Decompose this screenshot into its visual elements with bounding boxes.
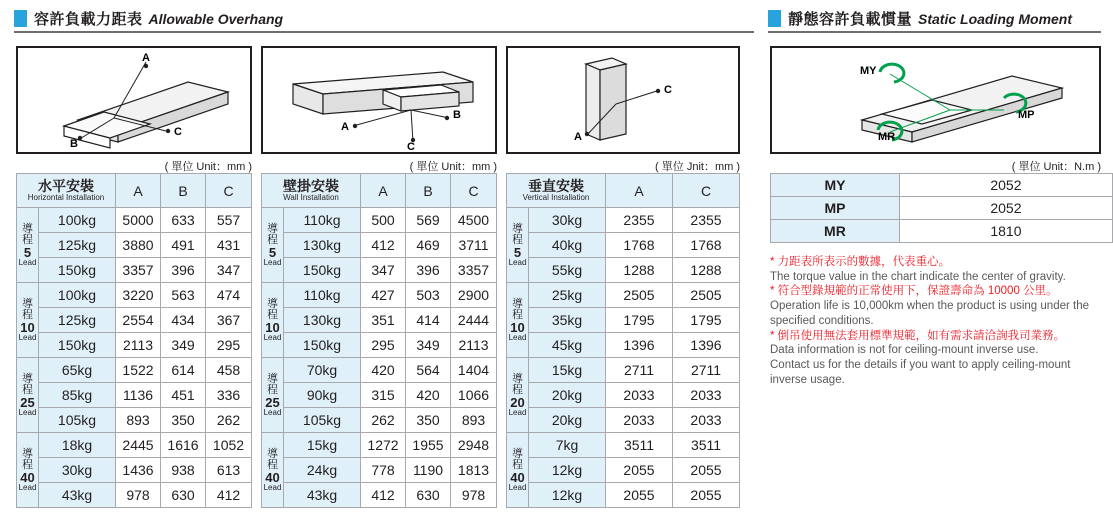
unit-note-wall: ( 單位 Unit：mm ) <box>409 161 497 173</box>
load-cell: 55kg <box>529 258 606 283</box>
horizontal-installation-drawing <box>18 48 250 152</box>
note-line: specified conditions. <box>770 314 874 327</box>
value-cell: 2055 <box>673 483 740 508</box>
value-cell: 613 <box>206 458 252 483</box>
column-header-b: B <box>406 174 451 208</box>
vertical-installation-table <box>506 173 740 508</box>
value-cell: 2113 <box>451 333 497 358</box>
note-line: Operation life is 10,000km when the product is using under the <box>770 300 1089 313</box>
load-cell: 45kg <box>529 333 606 358</box>
load-cell: 130kg <box>284 233 361 258</box>
value-cell: 262 <box>361 408 406 433</box>
table-row <box>507 358 740 383</box>
table-row <box>507 308 740 333</box>
load-cell: 65kg <box>39 358 116 383</box>
table-row <box>507 258 740 283</box>
load-cell: 24kg <box>284 458 361 483</box>
load-cell: 150kg <box>39 258 116 283</box>
value-cell: 1795 <box>673 308 740 333</box>
unit-note-horizontal: ( 單位 Unit：mm ) <box>164 161 252 173</box>
note-line: Contact us for the details if you want to apply ceiling-mount <box>770 359 1071 372</box>
table-row <box>17 383 252 408</box>
load-cell: 105kg <box>284 408 361 433</box>
value-cell: 1396 <box>606 333 673 358</box>
moment-value: 2052 <box>899 174 1112 197</box>
value-cell: 491 <box>161 233 206 258</box>
column-header-c: C <box>206 174 252 208</box>
table-row <box>262 258 497 283</box>
section-title-en-right: Static Loading Moment <box>918 10 1073 27</box>
value-cell: 1396 <box>673 333 740 358</box>
load-cell: 25kg <box>529 283 606 308</box>
value-cell: 336 <box>206 383 252 408</box>
table-row <box>507 458 740 483</box>
value-cell: 315 <box>361 383 406 408</box>
load-cell: 35kg <box>529 308 606 333</box>
value-cell: 633 <box>161 208 206 233</box>
lead-group-label: 導 程 40 Lead <box>17 433 39 508</box>
load-cell: 12kg <box>529 483 606 508</box>
moment-label: MY <box>771 174 900 197</box>
table-row <box>507 283 740 308</box>
static-moment-drawing <box>772 48 1099 152</box>
value-cell: 2355 <box>606 208 673 233</box>
column-header-c: C <box>673 174 740 208</box>
value-cell: 396 <box>406 258 451 283</box>
svg-text:A: A <box>142 52 150 64</box>
table-row <box>507 383 740 408</box>
lead-group-label: 導 程 40 Lead <box>262 433 284 508</box>
section-divider-right <box>768 31 1101 33</box>
section-title-en: Allowable Overhang <box>148 10 284 27</box>
value-cell: 1288 <box>673 258 740 283</box>
svg-text:MP: MP <box>1018 109 1035 121</box>
load-cell: 30kg <box>529 208 606 233</box>
value-cell: 1190 <box>406 458 451 483</box>
moment-value: 2052 <box>899 197 1112 220</box>
lead-group-label: 導 程 10 Lead <box>507 283 529 358</box>
wall-installation-diagram <box>261 46 497 154</box>
wall-installation-drawing <box>263 48 495 152</box>
value-cell: 3220 <box>116 283 161 308</box>
load-cell: 110kg <box>284 283 361 308</box>
value-cell: 427 <box>361 283 406 308</box>
value-cell: 350 <box>161 408 206 433</box>
value-cell: 503 <box>406 283 451 308</box>
column-header-a: A <box>116 174 161 208</box>
table-row <box>262 383 497 408</box>
load-cell: 100kg <box>39 283 116 308</box>
table-row <box>507 483 740 508</box>
value-cell: 630 <box>406 483 451 508</box>
installation-type-header: 垂直安裝 Vertical Installation <box>507 174 606 208</box>
lead-group-label: 導 程 10 Lead <box>17 283 39 358</box>
unit-note-static: ( 單位 Unit：N.m ) <box>1011 161 1101 173</box>
column-header-b: B <box>161 174 206 208</box>
static-loading-header <box>768 8 1072 29</box>
load-cell: 43kg <box>284 483 361 508</box>
table-row <box>262 458 497 483</box>
value-cell: 500 <box>361 208 406 233</box>
vertical-installation-diagram <box>506 46 740 154</box>
value-cell: 1066 <box>451 383 497 408</box>
value-cell: 1404 <box>451 358 497 383</box>
section-title-cn-right: 靜態容許負載慣量 <box>788 11 913 28</box>
table-row <box>17 208 252 233</box>
value-cell: 2444 <box>451 308 497 333</box>
load-cell: 12kg <box>529 458 606 483</box>
load-cell: 30kg <box>39 458 116 483</box>
value-cell: 569 <box>406 208 451 233</box>
value-cell: 2033 <box>673 383 740 408</box>
value-cell: 1616 <box>161 433 206 458</box>
column-header-a: A <box>606 174 673 208</box>
value-cell: 412 <box>361 233 406 258</box>
table-row <box>17 483 252 508</box>
section-divider-left <box>14 31 754 33</box>
value-cell: 2948 <box>451 433 497 458</box>
column-header-c: C <box>451 174 497 208</box>
value-cell: 412 <box>206 483 252 508</box>
table-header-row <box>507 174 740 208</box>
vertical-installation-drawing <box>508 48 738 152</box>
value-cell: 978 <box>451 483 497 508</box>
value-cell: 614 <box>161 358 206 383</box>
value-cell: 420 <box>361 358 406 383</box>
allowable-overhang-header <box>14 8 283 29</box>
value-cell: 347 <box>206 258 252 283</box>
value-cell: 351 <box>361 308 406 333</box>
value-cell: 893 <box>116 408 161 433</box>
value-cell: 2033 <box>606 408 673 433</box>
table-row <box>17 358 252 383</box>
table-row <box>262 333 497 358</box>
table-row <box>17 433 252 458</box>
lead-group-label: 導 程 10 Lead <box>262 283 284 358</box>
value-cell: 396 <box>161 258 206 283</box>
static-table-row <box>771 197 1113 220</box>
value-cell: 474 <box>206 283 252 308</box>
load-cell: 105kg <box>39 408 116 433</box>
value-cell: 414 <box>406 308 451 333</box>
table-row <box>507 433 740 458</box>
value-cell: 2033 <box>606 383 673 408</box>
load-cell: 125kg <box>39 233 116 258</box>
table-row <box>262 358 497 383</box>
value-cell: 2445 <box>116 433 161 458</box>
load-cell: 7kg <box>529 433 606 458</box>
unit-note-vertical: ( 單位 Jnit：mm ) <box>655 161 740 173</box>
table-row <box>262 208 497 233</box>
load-cell: 130kg <box>284 308 361 333</box>
static-loading-moment-diagram <box>770 46 1101 154</box>
table-row <box>17 333 252 358</box>
load-cell: 40kg <box>529 233 606 258</box>
wall-installation-table <box>261 173 497 508</box>
horizontal-installation-table <box>16 173 252 508</box>
value-cell: 2355 <box>673 208 740 233</box>
value-cell: 1768 <box>606 233 673 258</box>
load-cell: 15kg <box>529 358 606 383</box>
value-cell: 3880 <box>116 233 161 258</box>
table-row <box>262 283 497 308</box>
load-cell: 20kg <box>529 408 606 433</box>
load-cell: 110kg <box>284 208 361 233</box>
note-line: The torque value in the chart indicate the center of gravity. <box>770 270 1066 283</box>
value-cell: 557 <box>206 208 252 233</box>
value-cell: 3357 <box>116 258 161 283</box>
svg-text:C: C <box>407 141 415 152</box>
value-cell: 3511 <box>673 433 740 458</box>
value-cell: 564 <box>406 358 451 383</box>
table-row <box>17 458 252 483</box>
value-cell: 1955 <box>406 433 451 458</box>
svg-text:MY: MY <box>860 65 877 77</box>
value-cell: 2505 <box>606 283 673 308</box>
value-cell: 434 <box>161 308 206 333</box>
table-row <box>507 333 740 358</box>
value-cell: 2554 <box>116 308 161 333</box>
value-cell: 1272 <box>361 433 406 458</box>
load-cell: 150kg <box>39 333 116 358</box>
lead-group-label: 導 程 40 Lead <box>507 433 529 508</box>
value-cell: 778 <box>361 458 406 483</box>
value-cell: 1288 <box>606 258 673 283</box>
table-row <box>262 408 497 433</box>
notes-block <box>770 255 1100 387</box>
value-cell: 938 <box>161 458 206 483</box>
table-row <box>262 233 497 258</box>
value-cell: 2033 <box>673 408 740 433</box>
lead-group-label: 導 程 25 Lead <box>262 358 284 433</box>
value-cell: 2055 <box>673 458 740 483</box>
svg-text:B: B <box>453 109 461 121</box>
value-cell: 4500 <box>451 208 497 233</box>
note-line: * 力距表所表示的數據，代表重心。 <box>770 256 951 268</box>
value-cell: 1436 <box>116 458 161 483</box>
value-cell: 3357 <box>451 258 497 283</box>
load-cell: 125kg <box>39 308 116 333</box>
value-cell: 350 <box>406 408 451 433</box>
table-row <box>17 283 252 308</box>
lead-group-label: 導 程 5 Lead <box>507 208 529 283</box>
value-cell: 1813 <box>451 458 497 483</box>
load-cell: 150kg <box>284 333 361 358</box>
note-line: Data information is not for ceiling-mount inverse use. <box>770 344 1039 357</box>
value-cell: 1768 <box>673 233 740 258</box>
column-header-a: A <box>361 174 406 208</box>
value-cell: 349 <box>161 333 206 358</box>
value-cell: 3511 <box>606 433 673 458</box>
table-row <box>507 233 740 258</box>
value-cell: 978 <box>116 483 161 508</box>
moment-value: 1810 <box>899 220 1112 243</box>
table-row <box>507 408 740 433</box>
value-cell: 893 <box>451 408 497 433</box>
svg-text:B: B <box>70 138 78 150</box>
note-line: * 倒吊使用無法套用標準規範，如有需求請洽詢我司業務。 <box>770 329 1066 342</box>
moment-label: MP <box>771 197 900 220</box>
table-row <box>17 233 252 258</box>
installation-type-header: 水平安裝 Horizontal Installation <box>17 174 116 208</box>
lead-group-label: 導 程 5 Lead <box>17 208 39 283</box>
value-cell: 347 <box>361 258 406 283</box>
value-cell: 5000 <box>116 208 161 233</box>
table-row <box>262 433 497 458</box>
svg-text:MR: MR <box>878 131 896 143</box>
value-cell: 563 <box>161 283 206 308</box>
value-cell: 1522 <box>116 358 161 383</box>
value-cell: 2900 <box>451 283 497 308</box>
value-cell: 349 <box>406 333 451 358</box>
value-cell: 367 <box>206 308 252 333</box>
static-table-row <box>771 174 1113 197</box>
moment-label: MR <box>771 220 900 243</box>
table-header-row <box>262 174 497 208</box>
value-cell: 2505 <box>673 283 740 308</box>
table-row <box>262 483 497 508</box>
value-cell: 420 <box>406 383 451 408</box>
value-cell: 2055 <box>606 458 673 483</box>
value-cell: 451 <box>161 383 206 408</box>
value-cell: 1795 <box>606 308 673 333</box>
value-cell: 630 <box>161 483 206 508</box>
value-cell: 469 <box>406 233 451 258</box>
static-loading-moment-table <box>770 173 1113 243</box>
value-cell: 295 <box>361 333 406 358</box>
static-table-row <box>771 220 1113 243</box>
installation-type-header: 壁掛安裝 Wall Installation <box>262 174 361 208</box>
value-cell: 3711 <box>451 233 497 258</box>
table-header-row <box>17 174 252 208</box>
table-row <box>17 408 252 433</box>
value-cell: 458 <box>206 358 252 383</box>
svg-text:A: A <box>341 121 349 133</box>
svg-text:C: C <box>174 126 182 138</box>
note-line: inverse usage. <box>770 373 845 386</box>
svg-text:C: C <box>664 84 672 96</box>
value-cell: 2113 <box>116 333 161 358</box>
table-row <box>507 208 740 233</box>
table-row <box>262 308 497 333</box>
load-cell: 90kg <box>284 383 361 408</box>
note-line: * 符合型錄規範的正常使用下，保證壽命為 10000 公里。 <box>770 285 1058 298</box>
value-cell: 2055 <box>606 483 673 508</box>
load-cell: 150kg <box>284 258 361 283</box>
section-accent-bar-right <box>768 10 781 27</box>
value-cell: 431 <box>206 233 252 258</box>
lead-group-label: 導 程 5 Lead <box>262 208 284 283</box>
load-cell: 100kg <box>39 208 116 233</box>
section-title-cn: 容許負載力距表 <box>34 11 143 28</box>
value-cell: 1136 <box>116 383 161 408</box>
svg-text:A: A <box>574 131 582 143</box>
load-cell: 70kg <box>284 358 361 383</box>
section-accent-bar <box>14 10 27 27</box>
load-cell: 15kg <box>284 433 361 458</box>
value-cell: 295 <box>206 333 252 358</box>
load-cell: 85kg <box>39 383 116 408</box>
value-cell: 1052 <box>206 433 252 458</box>
value-cell: 412 <box>361 483 406 508</box>
load-cell: 18kg <box>39 433 116 458</box>
value-cell: 262 <box>206 408 252 433</box>
value-cell: 2711 <box>673 358 740 383</box>
load-cell: 43kg <box>39 483 116 508</box>
horizontal-installation-diagram <box>16 46 252 154</box>
lead-group-label: 導 程 20 Lead <box>507 358 529 433</box>
value-cell: 2711 <box>606 358 673 383</box>
table-row <box>17 308 252 333</box>
lead-group-label: 導 程 25 Lead <box>17 358 39 433</box>
table-row <box>17 258 252 283</box>
load-cell: 20kg <box>529 383 606 408</box>
